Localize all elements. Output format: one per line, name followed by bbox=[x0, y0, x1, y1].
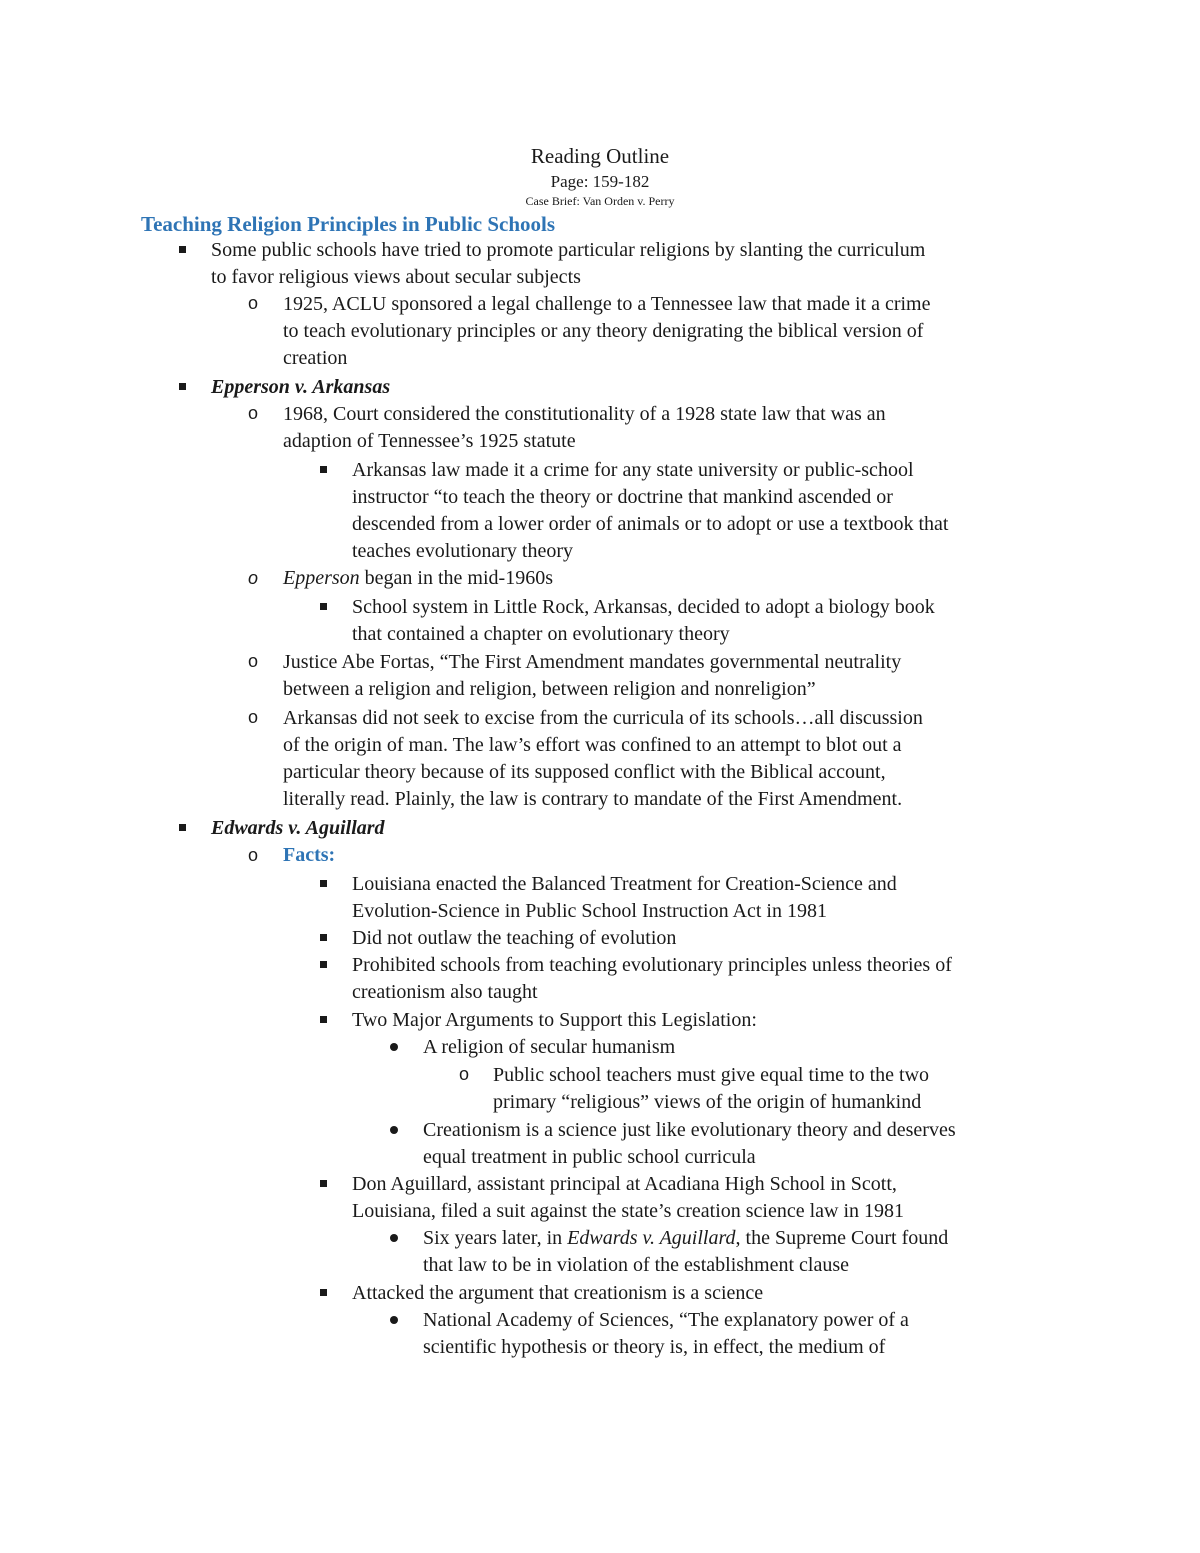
square-bullet-icon bbox=[320, 1016, 327, 1023]
outline-item: Louisiana enacted the Balanced Treatment for Creation-Science and Evolution-Science in Public School Instruction Act in 1981 bbox=[352, 873, 897, 922]
round-bullet-icon bbox=[390, 1234, 398, 1242]
circle-bullet-icon: o bbox=[459, 1064, 470, 1084]
square-bullet-icon bbox=[320, 961, 327, 968]
square-bullet-icon bbox=[320, 1180, 327, 1187]
circle-bullet-icon: o bbox=[248, 403, 259, 423]
square-bullet-icon bbox=[179, 246, 186, 253]
case-heading-edwards: Edwards v. Aguillard bbox=[211, 817, 385, 839]
circle-bullet-icon: o bbox=[248, 293, 259, 313]
square-bullet-icon bbox=[320, 466, 327, 473]
round-bullet-icon bbox=[390, 1316, 398, 1324]
outline-item: Creationism is a science just like evolutionary theory and deserves equal treatment in public school curricula bbox=[423, 1119, 956, 1168]
circle-bullet-icon: o bbox=[248, 707, 259, 727]
outline-item: Two Major Arguments to Support this Legislation: bbox=[352, 1009, 757, 1031]
outline-item: 1968, Court considered the constitutionality of a 1928 state law that was an adaption of Tennessee’s 1925 statute bbox=[283, 403, 886, 452]
outline-item: Did not outlaw the teaching of evolution bbox=[352, 927, 677, 949]
outline-item: Arkansas law made it a crime for any state university or public-school instructor “to teach the theory or doctrine that mankind ascended or descended from a lower order of animals or to adopt or use a textbook that teaches evolutionary theory bbox=[352, 459, 949, 562]
outline-item: 1925, ACLU sponsored a legal challenge to a Tennessee law that made it a crime to teach evolutionary principles or any theory denigrating the biblical version of creation bbox=[283, 293, 931, 369]
outline-item: Attacked the argument that creationism is a science bbox=[352, 1282, 764, 1304]
round-bullet-icon bbox=[390, 1043, 398, 1051]
outline-item: A religion of secular humanism bbox=[423, 1036, 676, 1058]
square-bullet-icon bbox=[320, 934, 327, 941]
circle-bullet-icon: o bbox=[248, 845, 259, 865]
outline-item: Public school teachers must give equal time to the two primary “religious” views of the origin of humankind bbox=[493, 1064, 930, 1113]
square-bullet-icon bbox=[179, 824, 186, 831]
outline-item: Six years later, in Edwards v. Aguillard, the Supreme Court found that law to be in violation of the establishment clause bbox=[423, 1227, 949, 1276]
outline-item: Arkansas did not seek to excise from the curricula of its schools…all discussion of the origin of man. The law’s effort was confined to an attempt to blot out a particular theory because of its supposed conflict with the Biblical account, literally read. Plainly, the law is contrary to mandate of the First Amendment. bbox=[283, 707, 923, 810]
square-bullet-icon bbox=[320, 603, 327, 610]
outline-item: Justice Abe Fortas, “The First Amendment mandates governmental neutrality between a religion and religion, between religion and nonreligion” bbox=[283, 651, 902, 700]
case-brief-label: Case Brief: Van Orden v. Perry bbox=[525, 194, 675, 208]
outline-item: Some public schools have tried to promote particular religions by slanting the curriculum to favor religious views about secular subjects bbox=[211, 239, 926, 288]
document-title: Reading Outline bbox=[530, 144, 670, 168]
square-bullet-icon bbox=[179, 383, 186, 390]
case-heading-epperson: Epperson v. Arkansas bbox=[211, 376, 391, 398]
section-heading: Teaching Religion Principles in Public Schools bbox=[141, 212, 556, 236]
circle-bullet-icon: o bbox=[248, 568, 259, 588]
outline-item: National Academy of Sciences, “The explanatory power of a scientific hypothesis or theory is, in effect, the medium of bbox=[423, 1309, 909, 1358]
square-bullet-icon bbox=[320, 1289, 327, 1296]
outline-item: Don Aguillard, assistant principal at Acadiana High School in Scott, Louisiana, filed a suit against the state’s creation science law in 1981 bbox=[352, 1173, 905, 1222]
round-bullet-icon bbox=[390, 1126, 398, 1134]
circle-bullet-icon: o bbox=[248, 651, 259, 671]
square-bullet-icon bbox=[320, 880, 327, 887]
page-range: Page: 159-182 bbox=[550, 172, 650, 191]
outline-item: School system in Little Rock, Arkansas, decided to adopt a biology book that contained a chapter on evolutionary theory bbox=[352, 596, 935, 645]
facts-heading: Facts: bbox=[283, 844, 336, 866]
outline-item: Epperson began in the mid-1960s bbox=[283, 567, 553, 589]
outline-item: Prohibited schools from teaching evolutionary principles unless theories of creationism also taught bbox=[352, 954, 952, 1003]
